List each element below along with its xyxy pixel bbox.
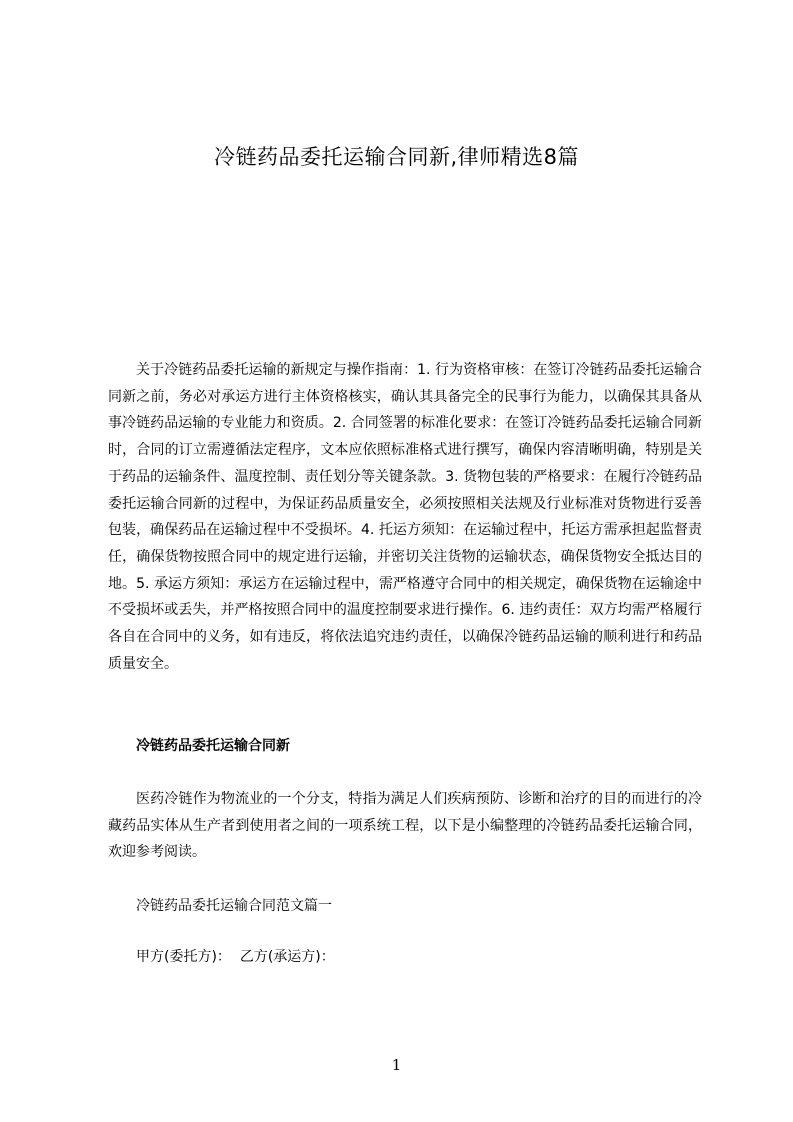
sample-title: 冷链药品委托运输合同范文篇一 (136, 898, 332, 914)
section-paragraph: 医药冷链作为物流业的一个分支，特指为满足人们疾病预防、诊断和治疗的目的而进行的冷藏药品实体从生产者到使用者之间的一项系统工程，以下是小编整理的冷链药品委托运输合同，欢迎参考阅读。 (108, 791, 702, 861)
document-title: 冷链药品委托运输合同新,律师精选8篇 (213, 145, 580, 169)
section-heading: 冷链药品委托运输合同新 (136, 738, 290, 754)
parties-line: 甲方(委托方)： 乙方(承运方)： (136, 949, 335, 965)
page-number: 1 (391, 1056, 402, 1074)
intro-paragraph: 关于冷链药品委托运输的新规定与操作指南：1. 行为资格审核：在签订冷链药品委托运输合同新之前，务必对承运方进行主体资格核实，确认其具备完全的民事行为能力，以确保其具备从事冷链药品运输的专业能力和资质。2. 合同签署的标准化要求：在签订冷链药品委托运输合同新时，合同的订立需遵循法定程序，文本应依照标准格式进行撰写，确保内容清晰明确，特别是关于药品的运输条件、温度控制、责任划分等关键条款。3. 货物包装的严格要求：在履行冷链药品委托运输合同新的过程中，为保证药品质量安全，必须按照相关法规及行业标准对货物进行妥善包装，确保药品在运输过程中不受损坏。4. 托运方须知：在运输过程中，托运方需承担起监督责任，确保货物按照合同中的规定进行运输，并密切关注货物的运输状态，确保货物安全抵达目的地。5. 承运方须知：承运方在运输过程中，需严格遵守合同中的相关规定，确保货物在运输途中不受损坏或丢失，并严格按照合同中的温度控制要求进行操作。6. 违约责任：双方均需严格履行各自在合同中的义务，如有违反，将依法追究违约责任，以确保冷链药品运输的顺利进行和药品质量安全。 (108, 362, 702, 672)
